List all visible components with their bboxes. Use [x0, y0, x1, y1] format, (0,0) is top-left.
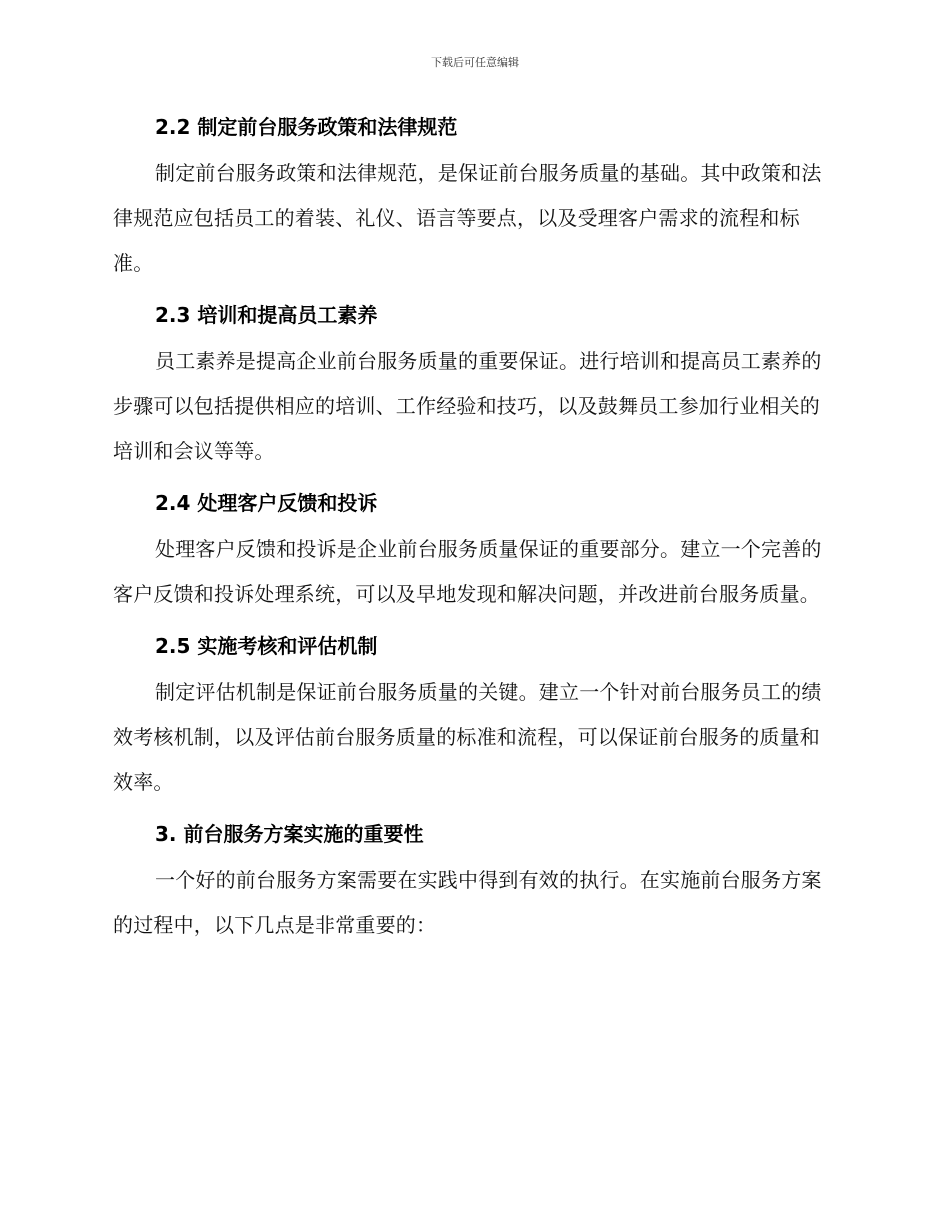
document-body: [113, 112, 833, 962]
section-paragraph: 制定评估机制是保证前台服务质量的关键。建立一个针对前台服务员工的绩效考核机制，以及评估前台服务质量的标准和流程，可以保证前台服务的质量和效率。: [113, 680, 822, 794]
section-paragraph: 员工素养是提高企业前台服务质量的重要保证。进行培训和提高员工素养的步骤可以包括提供相应的培训、工作经验和技巧，以及鼓舞员工参加行业相关的培训和会议等等。: [113, 349, 822, 463]
section-2-5: [113, 631, 833, 805]
section-paragraph: 处理客户反馈和投诉是企业前台服务质量保证的重要部分。建立一个完善的客户反馈和投诉处理系统，可以及早地发现和解决问题，并改进前台服务质量。: [113, 537, 822, 606]
section-3: [113, 819, 833, 948]
section-paragraph: 一个好的前台服务方案需要在实践中得到有效的执行。在实施前台服务方案的过程中，以下几点是非常重要的：: [113, 868, 822, 937]
section-2-3: [113, 300, 833, 474]
section-heading: 2.4 处理客户反馈和投诉: [155, 491, 378, 515]
section-paragraph: 制定前台服务政策和法律规范，是保证前台服务质量的基础。其中政策和法律规范应包括员工的着装、礼仪、语言等要点，以及受理客户需求的流程和标准。: [113, 161, 822, 275]
section-2-2: [113, 112, 833, 286]
section-2-4: [113, 488, 833, 617]
section-heading: 3. 前台服务方案实施的重要性: [155, 822, 424, 846]
section-heading: 2.5 实施考核和评估机制: [155, 634, 378, 658]
page-header: 下载后可任意编辑: [431, 56, 519, 69]
section-heading: 2.2 制定前台服务政策和法律规范: [155, 115, 458, 139]
section-heading: 2.3 培训和提高员工素养: [155, 303, 378, 327]
